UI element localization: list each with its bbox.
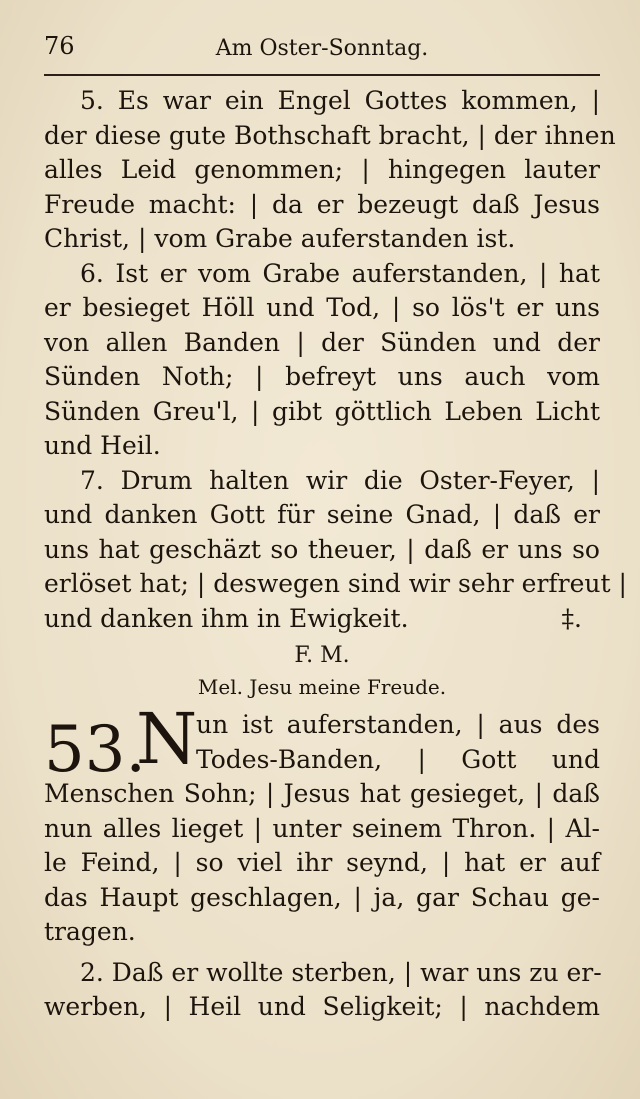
text-line: der diese gute Bothschaft bracht, | der ihnen <box>44 120 616 150</box>
hymn-number: 53. <box>44 713 146 787</box>
verse-5 <box>44 84 616 257</box>
text-line: le Feind, | so viel ihr seynd, | hat er auf <box>44 848 600 877</box>
hymn-53 <box>44 698 602 1025</box>
page-body <box>44 84 627 1025</box>
text-line: alles Leid genommen; | hingegen lauter <box>44 155 600 184</box>
text-line: Todes-Banden, | Gott und <box>196 744 600 774</box>
verse-7 <box>44 464 627 637</box>
text-line: werben, | Heil und Seligkeit; | nachdem <box>44 992 600 1021</box>
text-line: Sünden Noth; | befreyt uns auch vom <box>44 362 600 391</box>
text-line: Menschen Sohn; | Jesus hat gesieget, | daß <box>44 779 600 808</box>
end-mark: ‡. <box>561 603 582 633</box>
text-line: Freude macht: | da er bezeugt daß Jesus <box>44 189 600 219</box>
text-line: von allen Banden | der Sünden und der <box>44 327 600 357</box>
melody-line: Mel. Jesu meine Freude. <box>197 675 447 699</box>
text-line: und danken Gott für seine Gnad, | daß er <box>44 500 600 529</box>
text-line: nun alles lieget | unter seinem Thron. | Al- <box>44 813 600 843</box>
text-line: un ist auferstanden, | aus des <box>196 710 600 739</box>
verse-6 <box>44 257 600 464</box>
text-line-content: und danken ihm in Ewigkeit. <box>44 603 409 633</box>
page-number: 76 <box>44 32 75 60</box>
text-line: erlöset hat; | deswegen sind wir sehr erfreut | <box>44 569 627 598</box>
text-line: 7. Drum halten wir die Oster-Feyer, | <box>80 465 600 495</box>
text-line: tragen. <box>44 917 136 946</box>
text-line: Christ, | vom Grabe auferstanden ist. <box>44 224 516 253</box>
text-line: Sünden Greu'l, | gibt göttlich Leben Licht <box>44 396 600 426</box>
drop-cap: N <box>136 698 198 780</box>
text-line: 2. Daß er wollte sterben, | war uns zu er- <box>80 957 602 987</box>
running-title: Am Oster-Sonntag. <box>215 36 429 61</box>
page-header <box>44 28 600 76</box>
tune-code: F. M. <box>294 643 350 668</box>
text-line: das Haupt geschlagen, | ja, gar Schau ge- <box>44 882 600 912</box>
text-line: er besieget Höll und Tod, | so lös't er uns <box>44 293 600 322</box>
text-line: 6. Ist er vom Grabe auferstanden, | hat <box>80 258 600 288</box>
text-line: uns hat geschäzt so theuer, | daß er uns so <box>44 534 600 564</box>
text-line <box>44 602 600 637</box>
text-line: 5. Es war ein Engel Gottes kommen, | <box>80 86 600 115</box>
text-line: und Heil. <box>44 431 161 460</box>
